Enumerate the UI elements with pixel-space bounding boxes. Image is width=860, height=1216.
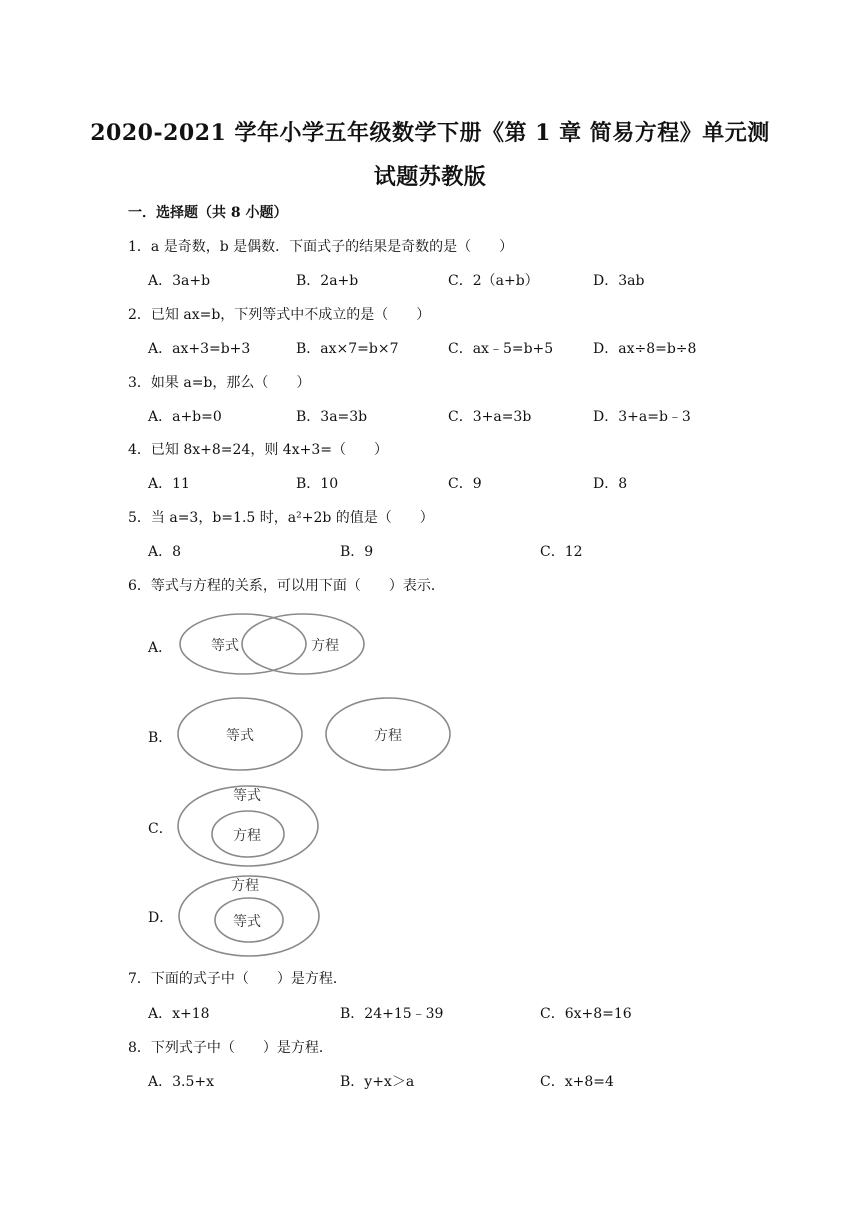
- question-6-option-d: D．: [148, 910, 174, 926]
- question-4-stem: 4．已知 8x+8=24，则 4x+3=（ ）: [128, 442, 388, 458]
- question-3-option-c: C．3+a=3b: [448, 409, 532, 425]
- diagram-c-nested-circles: [176, 782, 326, 872]
- diagram-a-overlapping-circles: [176, 610, 376, 680]
- question-7-option-c: C．6x+8=16: [540, 1006, 632, 1022]
- diagram-d-inner-label: 等式: [233, 914, 261, 930]
- question-3-option-d: D．3+a=b﹣3: [593, 409, 691, 425]
- question-2-stem: 2．已知 ax=b，下列等式中不成立的是（ ）: [128, 307, 431, 323]
- question-7-option-b: B．24+15﹣39: [340, 1006, 444, 1022]
- question-1-stem: 1．a 是奇数，b 是偶数．下面式子的结果是奇数的是（ ）: [128, 239, 514, 255]
- diagram-a-label-fangcheng: 方程: [311, 638, 339, 654]
- diagram-c-outer-label: 等式: [233, 788, 261, 804]
- diagram-b-label-fangcheng: 方程: [374, 728, 402, 744]
- question-3-option-a: A．a+b=0: [148, 409, 222, 425]
- question-6-option-c: C．: [148, 821, 173, 837]
- question-2-option-a: A．ax+3=b+3: [148, 341, 251, 357]
- question-2-option-b: B．ax×7=b×7: [296, 341, 399, 357]
- question-6-option-b: B．: [148, 730, 173, 746]
- question-1-option-a: A．3a+b: [148, 273, 211, 289]
- question-4-option-c: C．9: [448, 476, 482, 492]
- diagram-b-label-dengshi: 等式: [226, 728, 254, 744]
- question-6-stem: 6．等式与方程的关系，可以用下面（ ）表示．: [128, 578, 445, 594]
- question-1-option-b: B．2a+b: [296, 273, 359, 289]
- document-title-line1: 2020-2021 学年小学五年级数学下册《第 1 章 简易方程》单元测: [90, 120, 770, 146]
- section-heading: 一．选择题（共 8 小题）: [128, 205, 288, 221]
- diagram-b-separate-circles: [176, 696, 456, 776]
- diagram-a-label-dengshi: 等式: [211, 638, 239, 654]
- question-5-option-a: A．8: [148, 544, 182, 560]
- question-4-option-d: D．8: [593, 476, 628, 492]
- question-8-option-c: C．x+8=4: [540, 1074, 614, 1090]
- question-8-option-a: A．3.5+x: [148, 1074, 215, 1090]
- question-4-option-b: B．10: [296, 476, 339, 492]
- question-5-option-b: B．9: [340, 544, 374, 560]
- question-7-option-a: A．x+18: [148, 1006, 210, 1022]
- question-7-stem: 7．下面的式子中（ ）是方程．: [128, 971, 347, 987]
- question-5-stem: 5．当 a=3，b=1.5 时，a²+2b 的值是（ ）: [128, 510, 434, 526]
- question-1-option-c: C．2（a+b）: [448, 273, 539, 289]
- diagram-c-inner-label: 方程: [233, 828, 261, 844]
- question-3-stem: 3．如果 a=b，那么（ ）: [128, 375, 311, 391]
- question-5-option-c: C．12: [540, 544, 583, 560]
- question-8-stem: 8．下列式子中（ ）是方程．: [128, 1040, 333, 1056]
- question-4-option-a: A．11: [148, 476, 190, 492]
- question-3-option-b: B．3a=3b: [296, 409, 368, 425]
- diagram-d-outer-label: 方程: [231, 878, 259, 894]
- question-8-option-b: B．y+x＞a: [340, 1074, 415, 1090]
- diagram-d-nested-circles: [176, 872, 326, 962]
- question-1-option-d: D．3ab: [593, 273, 645, 289]
- question-2-option-d: D．ax÷8=b÷8: [593, 341, 697, 357]
- question-2-option-c: C．ax﹣5=b+5: [448, 341, 554, 357]
- question-6-option-a: A．: [148, 640, 173, 656]
- document-title-line2: 试题苏教版: [373, 164, 487, 190]
